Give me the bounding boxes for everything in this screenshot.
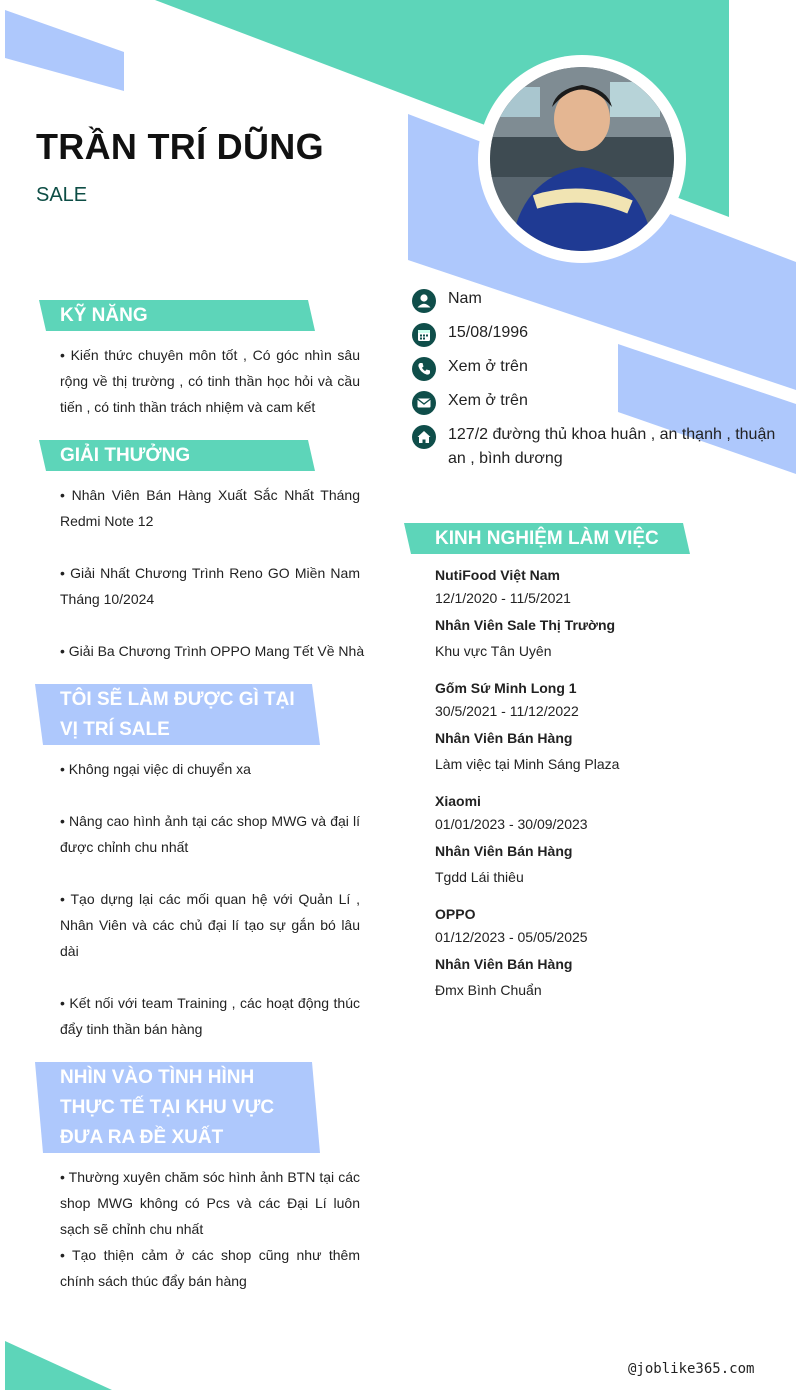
proposal-item: • Tạo thiện cảm ở các shop cũng như thêm chính sách thúc đẩy bán hàng: [60, 1247, 360, 1289]
home-icon: [412, 425, 436, 449]
skills-heading: KỸ NĂNG: [60, 305, 148, 326]
contact-phone-value: Xem ở trên: [448, 358, 528, 375]
profile-photo: [478, 55, 686, 263]
candidate-name: TRẦN TRÍ DŨNG: [36, 126, 324, 167]
job-title: SALE: [36, 184, 88, 206]
job-position: Nhân Viên Bán Hàng: [435, 843, 573, 859]
award-item: • Giải Ba Chương Trình OPPO Mang Tết Về Nhà: [60, 643, 365, 659]
job-position: Nhân Viên Bán Hàng: [435, 730, 573, 746]
job-company: NutiFood Việt Nam: [435, 567, 560, 583]
goal-item: • Nâng cao hình ảnh tại các shop MWG và đại lí được chỉnh chu nhất: [60, 813, 360, 855]
skills-text: • Kiến thức chuyên môn tốt , Có góc nhìn sâu rộng về thị trường , có tinh thần học hỏi và cầu tiến , có tinh thần trách nhiệm và cam kết: [60, 347, 360, 415]
job-entry: [435, 790, 765, 890]
contact-gender-value: Nam: [448, 290, 482, 307]
avatar-illustration: [490, 67, 674, 251]
job-entry: [435, 564, 765, 664]
mail-icon: [412, 391, 436, 415]
calendar-icon: [412, 323, 436, 347]
award-item: • Nhân Viên Bán Hàng Xuất Sắc Nhất Tháng Redmi Note 12: [60, 487, 360, 529]
job-location: Đmx Bình Chuẩn: [435, 982, 542, 998]
job-company: Xiaomi: [435, 793, 481, 809]
job-location: Tgdd Lái thiêu: [435, 869, 524, 885]
job-dates: 12/1/2020 - 11/5/2021: [435, 590, 571, 606]
proposal-heading: NHÌN VÀO TÌNH HÌNH THỰC TẾ TẠI KHU VỰC ĐƯA RA ĐỀ XUẤT: [60, 1067, 275, 1148]
job-position: Nhân Viên Bán Hàng: [435, 956, 573, 972]
contact-birthdate-value: 15/08/1996: [448, 324, 529, 341]
job-company: OPPO: [435, 906, 476, 922]
job-entry: [435, 903, 765, 1003]
job-company: Gốm Sứ Minh Long 1: [435, 680, 577, 696]
job-location: Làm việc tại Minh Sáng Plaza: [435, 756, 620, 772]
contact-address-value: 127/2 đường thủ khoa huân , an thạnh , thuận an , bình dương: [448, 426, 776, 467]
user-icon: [412, 289, 436, 313]
proposal-item: • Thường xuyên chăm sóc hình ảnh BTN tại các shop MWG không có Pcs và các Đại Lí luôn sạch sẽ chỉnh chu nhất: [60, 1169, 360, 1237]
job-position: Nhân Viên Sale Thị Trường: [435, 617, 616, 633]
goal-item: • Tạo dựng lại các mối quan hệ với Quản Lí , Nhân Viên và các chủ đại lí tạo sự gắn bó lâu dài: [60, 891, 360, 959]
award-item: • Giải Nhất Chương Trình Reno GO Miền Nam Tháng 10/2024: [60, 565, 360, 607]
goal-item: • Không ngại việc di chuyển xa: [60, 761, 251, 777]
job-dates: 30/5/2021 - 11/12/2022: [435, 703, 579, 719]
job-entry: [435, 677, 765, 777]
awards-heading: GIẢI THƯỞNG: [60, 445, 191, 466]
contact-email-value: Xem ở trên: [448, 392, 528, 409]
goals-heading: TÔI SẼ LÀM ĐƯỢC GÌ TẠI VỊ TRÍ SALE: [60, 689, 295, 740]
job-dates: 01/12/2023 - 05/05/2025: [435, 929, 588, 945]
footer-watermark: @joblike365.com: [628, 1361, 755, 1377]
phone-icon: [412, 357, 436, 381]
goal-item: • Kết nối với team Training , các hoạt động thúc đẩy tinh thần bán hàng: [60, 995, 360, 1037]
experience-heading: KINH NGHIỆM LÀM VIỆC: [435, 528, 659, 549]
job-location: Khu vực Tân Uyên: [435, 643, 552, 659]
job-dates: 01/01/2023 - 30/09/2023: [435, 816, 588, 832]
